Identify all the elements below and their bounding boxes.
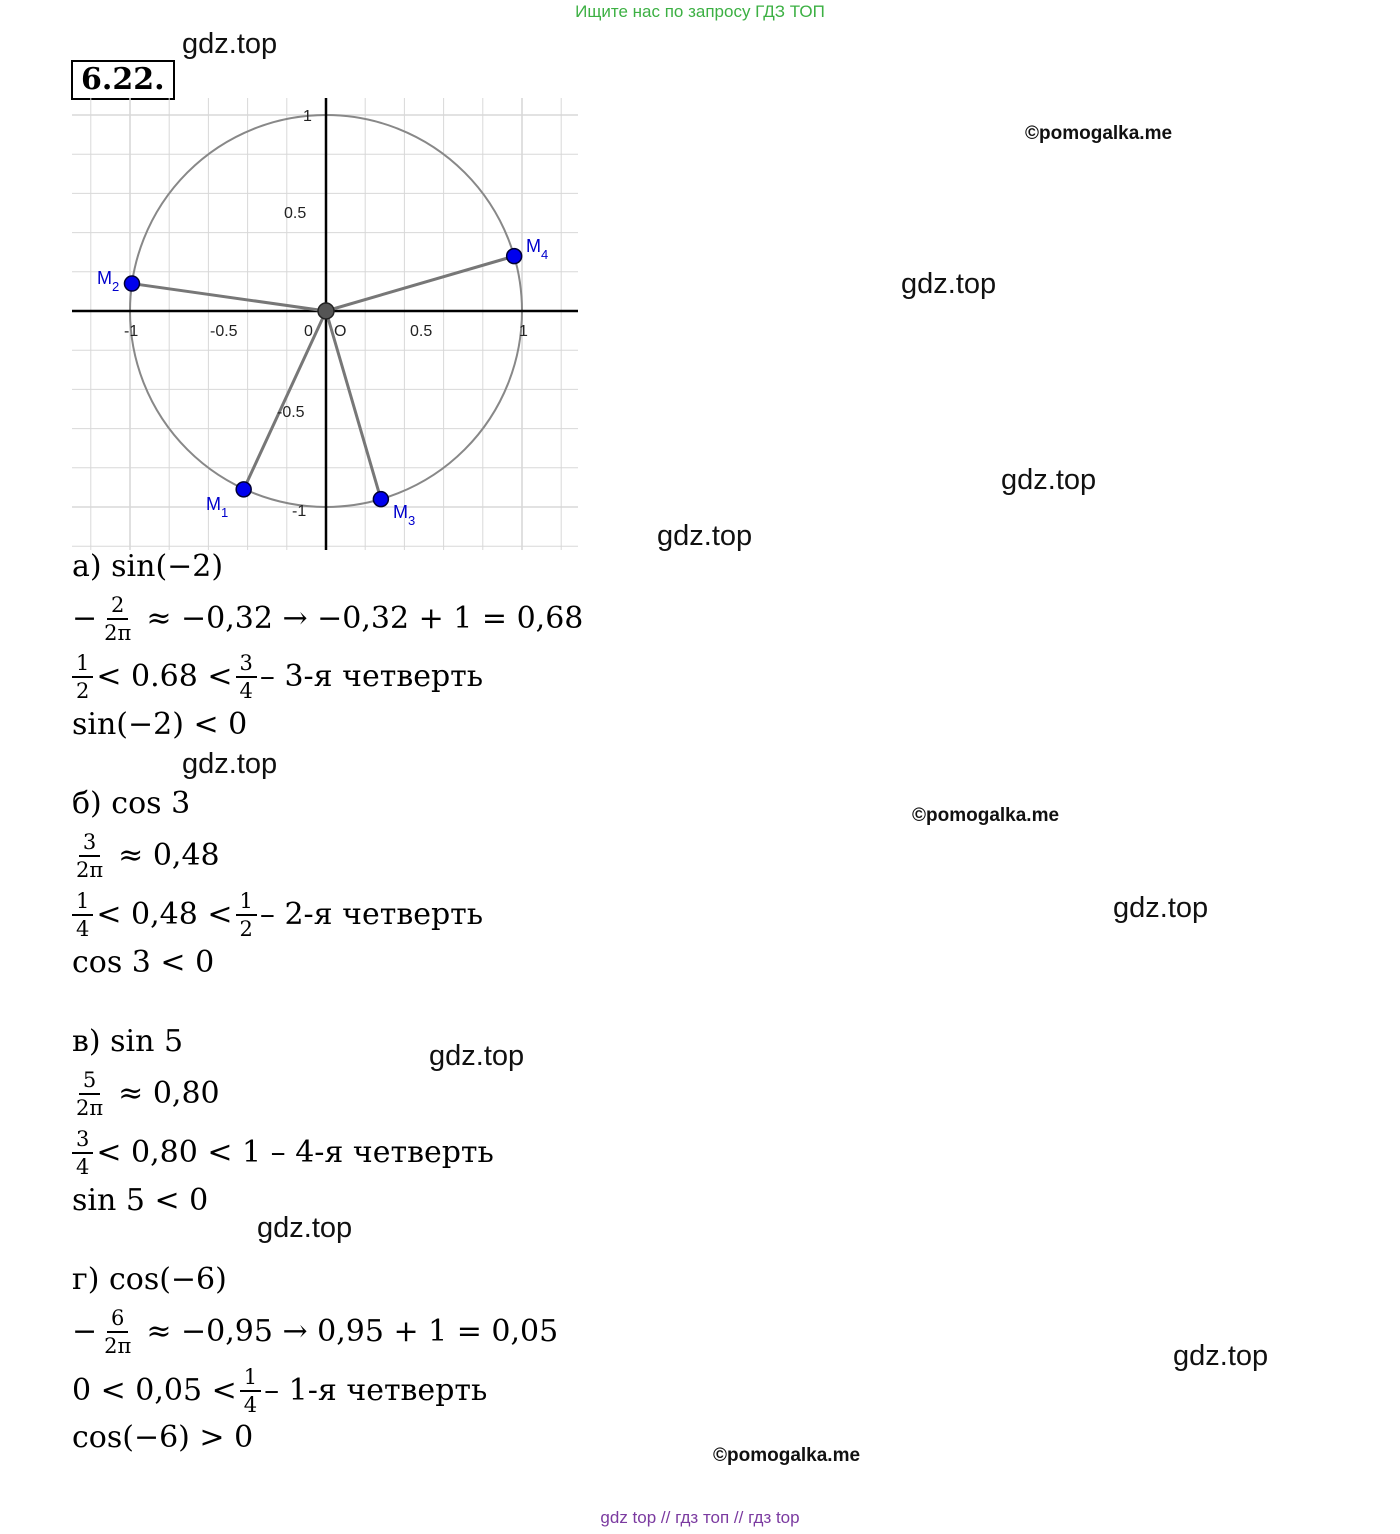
point-label-m2: $M_2$ [97,268,120,294]
point-m1 [236,482,251,497]
fraction: $\frac{6}{2\pi}$ [104,1306,132,1358]
watermark-gdz: gdz.top [182,28,278,60]
part-a-line1: − $\frac{2}{2\pi}$ ≈ −0,32 → −0,32 + 1 = 0,68 [72,593,584,645]
part-b-line1: $\frac{3}{2\pi}$ ≈ 0,48 [72,831,220,881]
x-tick-1: 1 [519,323,528,340]
footer-links[interactable]: gdz top // гдз топ // гдз top [600,1508,800,1527]
unit-circle-figure [72,98,578,550]
radius-to-m4 [326,256,514,311]
y-tick-1: 1 [303,108,312,125]
part-b-heading: б) cos 3 [72,786,191,821]
fraction: $\frac{1}{4}$ [240,1366,261,1416]
fraction: $\frac{1}{2}$ [236,890,257,940]
part-d-heading: г) cos(−6) [72,1262,227,1297]
part-c-heading: в) sin 5 [72,1024,184,1059]
point-m4 [507,249,522,264]
point-label-m3: $M_3$ [393,502,416,528]
x-tick-neg05: -0.5 [210,323,238,340]
x-tick-0: 0 [304,323,313,340]
watermark-gdz: gdz.top [429,1040,525,1072]
watermark-gdz: gdz.top [257,1212,353,1244]
watermark-gdz: gdz.top [901,268,997,300]
point-m3 [373,492,388,507]
watermark-gdz: gdz.top [182,748,278,780]
origin-point [318,303,334,319]
y-tick-neg1: -1 [292,503,307,520]
top-banner[interactable]: Ищите нас по запросу ГДЗ ТОП [575,2,825,21]
part-d-line1: − $\frac{6}{2\pi}$ ≈ −0,95 → 0,95 + 1 = 0,05 [72,1306,559,1358]
radius-to-m2 [132,284,326,311]
fraction: $\frac{1}{2}$ [72,652,93,702]
x-tick-05: 0.5 [410,323,433,340]
watermark-gdz: gdz.top [1001,464,1097,496]
fraction: $\frac{2}{2\pi}$ [104,593,132,645]
point-label-m4: $M_4$ [526,236,549,262]
radius-lines [132,256,514,499]
origin-label: O [334,323,347,340]
part-a-heading: а) sin(−2) [72,549,224,584]
part-c-line1: $\frac{5}{2\pi}$ ≈ 0,80 [72,1069,220,1119]
part-c-conclusion: sin 5 < 0 [72,1183,209,1218]
fraction: $\frac{1}{4}$ [72,890,93,940]
watermark-gdz: gdz.top [1173,1340,1269,1372]
watermark-pomogalka: ©pomogalka.me [1025,123,1173,144]
problem-number: 6.22. [71,60,175,100]
point-label-m1: $M_1$ [206,494,229,520]
part-b-conclusion: cos 3 < 0 [72,945,215,980]
fraction: $\frac{3}{2\pi}$ [76,830,104,882]
part-c-line2: $\frac{3}{4}$ < 0,80 < 1 – 4-я четверть [72,1128,494,1178]
watermark-pomogalka: ©pomogalka.me [713,1445,861,1466]
watermark-pomogalka: ©pomogalka.me [912,805,1060,826]
part-a-conclusion: sin(−2) < 0 [72,707,248,742]
fraction: $\frac{5}{2\pi}$ [76,1068,104,1120]
part-d-conclusion: cos(−6) > 0 [72,1420,254,1455]
point-m2 [124,276,139,291]
y-tick-05: 0.5 [284,205,307,222]
part-b-line2: $\frac{1}{4}$ < 0,48 < $\frac{1}{2}$ – 2-я четверть [72,890,483,940]
radius-to-m1 [244,311,326,489]
y-tick-neg05: -0.5 [277,404,305,421]
fraction: $\frac{3}{4}$ [236,652,257,702]
part-d-line2: 0 < 0,05 < $\frac{1}{4}$ – 1-я четверть [72,1365,488,1417]
x-tick-neg1: -1 [124,323,139,340]
part-a-line2: $\frac{1}{2}$ < 0.68 < $\frac{3}{4}$ – 3-я четверть [72,652,483,702]
fraction: $\frac{3}{4}$ [72,1128,93,1178]
watermark-gdz: gdz.top [1113,892,1209,924]
watermark-gdz: gdz.top [657,520,753,552]
